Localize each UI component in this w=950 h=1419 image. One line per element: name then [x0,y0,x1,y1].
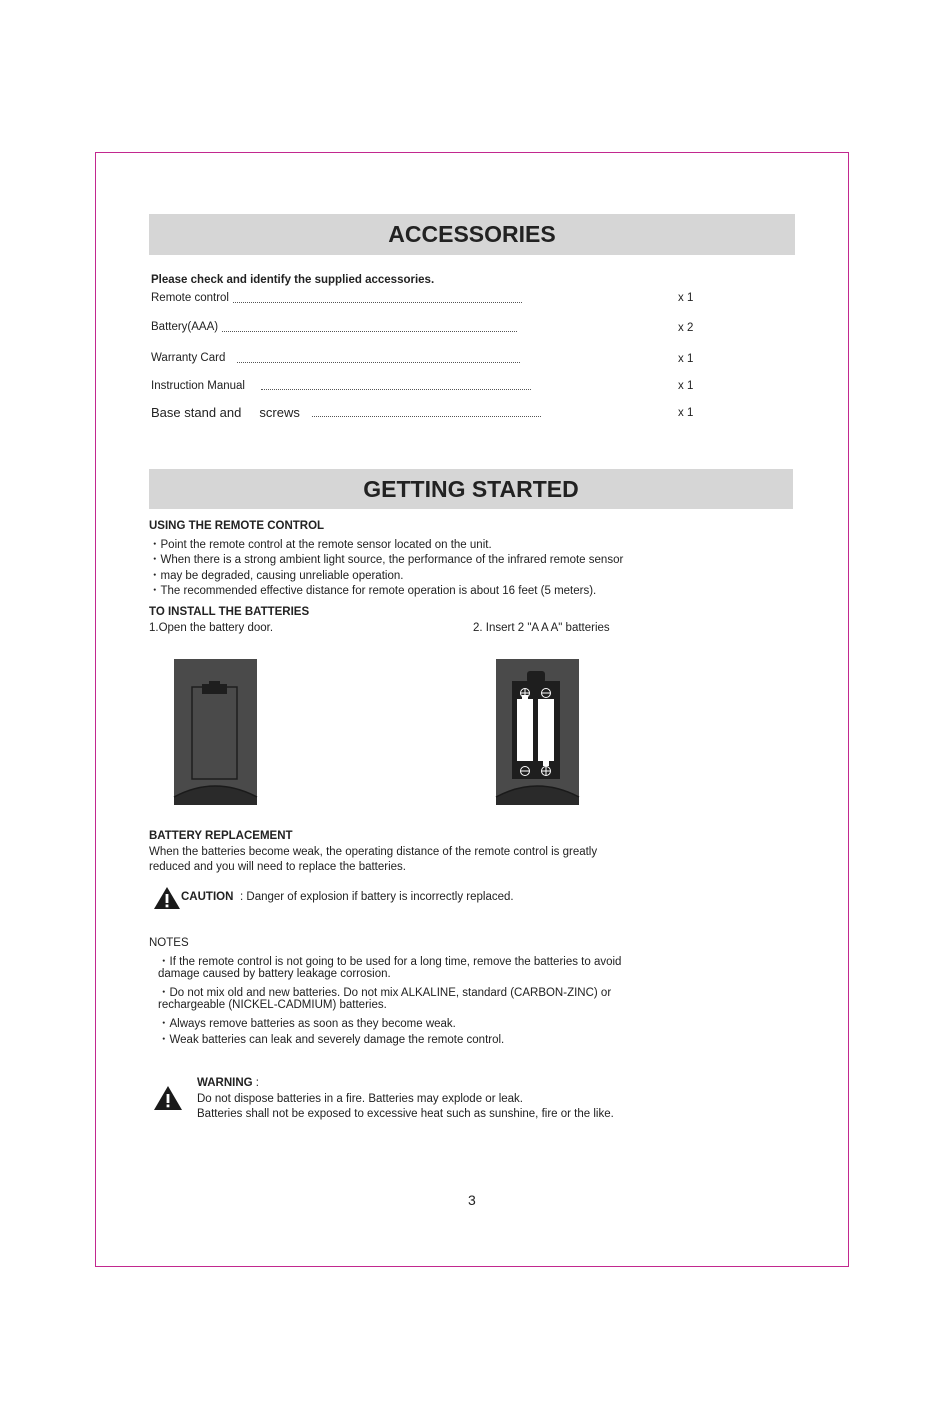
accessory-item-qty: x 1 [678,353,694,365]
accessory-item-name: Base stand and screws [151,405,300,420]
accessories-banner [149,214,795,255]
install-heading: TO INSTALL THE BATTERIES [149,606,310,618]
remote-bullet: ・The recommended effective distance for remote operation is about 16 feet (5 meters). [149,585,597,597]
caution-text: : Danger of explosion if battery is incorrectly replaced. [240,891,514,903]
remote-bullet: ・Point the remote control at the remote sensor located on the unit. [149,539,492,551]
notes-heading: NOTES [149,937,189,949]
replacement-text: When the batteries become weak, the operating distance of the remote control is greatly [149,846,598,858]
accessories-title: ACCESSORIES [388,221,556,247]
note-line: ・Always remove batteries as soon as they become weak. [158,1018,456,1030]
remote-back-closed-illustration [172,657,260,807]
accessory-item-name: Remote control [151,292,229,304]
remote-bullet: ・may be degraded, causing unreliable operation. [149,570,404,582]
note-line: ・Weak batteries can leak and severely damage the remote control. [158,1034,505,1046]
dotted-leader [237,362,520,363]
note-line: ・If the remote control is not going to be used for a long time, remove the batteries to avoid [158,956,622,968]
warning-heading [197,1077,259,1089]
remote-bullet: ・When there is a strong ambient light source, the performance of the infrared remote sensor [149,554,624,566]
dotted-leader [261,389,531,390]
dotted-leader [312,416,541,417]
caution-label: CAUTION [181,891,234,903]
dotted-leader [222,331,517,332]
caution-warning-icon [153,886,181,910]
note-line: damage caused by battery leakage corrosion. [158,968,391,980]
warning-colon: : [255,1077,259,1089]
note-line: rechargeable (NICKEL-CADMIUM) batteries. [158,999,387,1011]
replacement-text: reduced and you will need to replace the batteries. [149,861,406,873]
dotted-leader [233,302,522,303]
install-step-2: 2. Insert 2 "A A A" batteries [473,622,610,634]
accessory-item-name: Warranty Card [151,352,226,364]
page-number: 3 [468,1192,476,1208]
getting-started-title: GETTING STARTED [363,475,579,502]
warning-text: Do not dispose batteries in a fire. Batteries may explode or leak. [197,1093,524,1105]
replacement-heading: BATTERY REPLACEMENT [149,830,293,842]
getting-started-banner [149,469,793,509]
accessory-item-qty: x 1 [678,380,694,392]
accessory-item-qty: x 1 [678,292,694,304]
accessory-item-name: Battery(AAA) [151,321,219,333]
warning-label: WARNING [197,1077,253,1089]
warning-icon [153,1085,183,1111]
note-line: ・Do not mix old and new batteries. Do not mix ALKALINE, standard (CARBON-ZINC) or [158,987,612,999]
accessory-item-qty: x 2 [678,322,694,334]
accessory-item-qty: x 1 [678,407,694,419]
accessories-intro: Please check and identify the supplied accessories. [151,274,435,286]
remote-heading: USING THE REMOTE CONTROL [149,520,325,532]
install-step-1: 1.Open the battery door. [149,622,274,634]
accessory-item-name: Instruction Manual [151,380,245,392]
remote-back-batteries-illustration [494,657,582,807]
warning-text: Batteries shall not be exposed to excessive heat such as sunshine, fire or the like. [197,1108,614,1120]
